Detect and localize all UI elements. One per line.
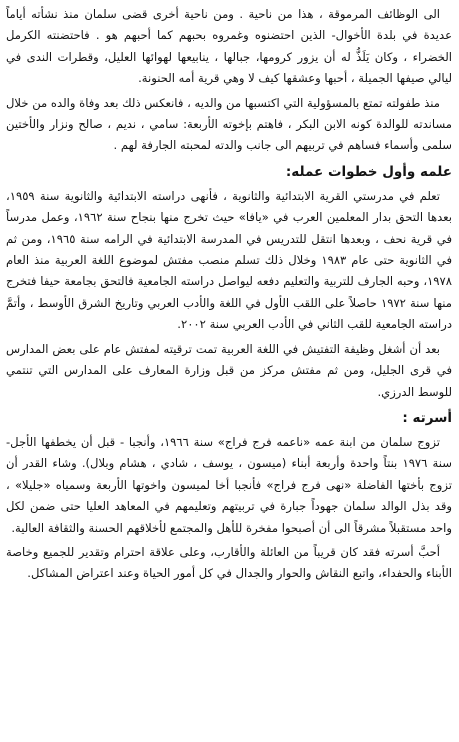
paragraph-education-1: تعلم في مدرستي القرية الابتدائية والثانوية ، فأنهى دراسته الابتدائية والثانوية سنة ١٩٥٩، بعدها التحق بدار المعلمين العرب في «يافا» حيث تخرج منها بنجاح سنة ١٩٦٢، وعمل مدرساً في قرية نحف ، وبعدها انتقل للتدريس في المدرسة الابتدائية في الرامه سنة ١٩٦٥، ومن ثم في الثانوية حتى عام ١٩٨٣ وخلال ذلك تسلم منصب مفتش لموضوع اللغة العربية منذ العام ١٩٧٨، وحبه الجارف للتربية والتعليم دفعه ليواصل دراسته الجامعية فالتحق بجامعة حيفا فتخرج منها سنة ١٩٧٢ حاصلاً على اللقب الأول في اللغة والأدب العربي وتاريخ الشرق الأوسط ، وأتمَّ دراسته الجامعية للقب الثاني في الأدب العربي سنة ٢٠٠٢. — [6, 188, 452, 332]
section-heading-family: أسرته : — [402, 409, 452, 426]
section-heading-education: علمه وأول خطوات عمله: — [285, 163, 452, 180]
paragraph-family-2: أحبَّ أسرته فقد كان قريباً من العائلة والأقارب، وعلى علاقة احترام وتقدير للجميع وخاصة الأبناء والحفداء، واتبع النقاش والحوار والجدال في كل أمور الحياة وعند اعتراض المشاكل. — [6, 544, 452, 581]
paragraph-education-2: بعد أن أشغل وظيفة التفتيش في اللغة العربية تمت ترقيته لمفتش عام على بعض المدارس في قرى الجليل، ومن ثم مفتش مركز من قبل وزارة المعارف على المدارس التي تنتمي للوسط الدرزي. — [6, 341, 452, 399]
paragraph-intro-1: الى الوظائف المرموقة ، هذا من ناحية . ومن ناحية أخرى قضى سلمان منذ نشأته أياماً عديدة في بلدة الأخوال- الذين احتضنوه وغمروه بحبهم كما أحبهم هو . فاحتضنته الكرمل الخضراء ، وكان يَلَذُّ له أن يزور كرومها، جبالها ، ينابيعها لهوائها العليل، وقطرات الندى في ليالي صيفها الجميلة ، أحبها وعشقها كيف لا وهي قرية أمه الحنونة. — [6, 7, 452, 86]
paragraph-intro-2: منذ طفولته تمتع بالمسؤولية التي اكتسبها من والديه ، فانعكس ذلك بعد وفاة والده من خلال مساندته للوالدة كونه الابن البكر ، فاهتم بإخوته الأربعة: سامي ، نديم ، صالح ونزار والأختين سلمى وأسماء فساهم في تربيهم الى جانب والدته لمحبته الجارفة لهم . — [6, 95, 452, 153]
paragraph-family-1: تزوج سلمان من ابنة عمه «ناعمه فرج فراج» سنة ١٩٦٦، وأنجبا - قبل أن يخطفها الأجل- سنة ١٩٧٦ بنتاً واحدة وأربعة أبناء (ميسون ، يوسف ، شادي ، هشام وبلال). وشاء القدر أن تزوج بأختها الفاضلة «نهى فرج فراج» فأنجبا أخا لميسون واخوتها الأربعة وسمياه «جليلا» ، وقد بذل الوالد سلمان جهوداً جبارة في تربيتهم وتعليمهم في المعاهد العليا حتى ضمن لكل واحد مستقبلاً مشرقاً الى أن أصبحوا مفخرة للأهل والمجتمع لأخلاقهم الحسنة والثقافة العالية. — [6, 434, 452, 535]
